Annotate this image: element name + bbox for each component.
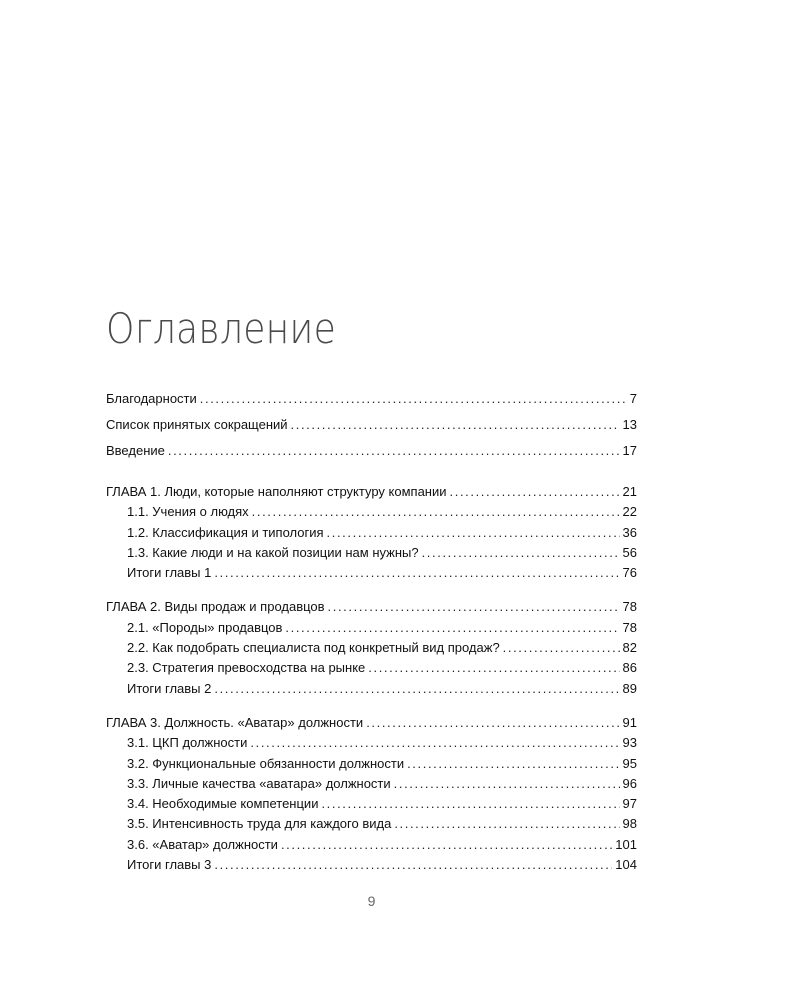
toc-entry[interactable] [106,794,637,814]
toc-entry[interactable] [106,563,637,583]
toc-entry-label: 1.3. Какие люди и на какой позиции нам нужны? [127,544,419,560]
dot-leader [214,855,612,875]
toc-entry-label: 2.2. Как подобрать специалиста под конкретный вид продаж? [127,640,500,656]
dot-leader [321,794,619,814]
toc-entry-page: 36 [622,524,637,540]
dot-leader [394,814,619,834]
toc-entry[interactable] [106,679,637,699]
toc-entry-label: 1.2. Классификация и типология [127,524,324,540]
dot-leader [252,502,620,522]
toc-chapter-2 [106,597,637,698]
dot-leader [285,618,619,638]
dot-leader [200,386,627,412]
toc-entry-label: Введение [106,443,165,458]
toc-chapter-page: 78 [622,599,637,615]
toc-entry[interactable] [106,814,637,834]
toc-entry-label: Благодарности [106,391,197,406]
toc-entry-page: 22 [622,504,637,520]
toc-entry[interactable] [106,754,637,774]
toc-entry-label: 3.4. Необходимые компетенции [127,796,319,812]
toc-entry-page: 7 [629,391,637,406]
toc-entry-page: 104 [615,857,637,873]
dot-leader [450,482,620,502]
toc-chapter-entry[interactable] [106,482,637,502]
toc-entry-page: 17 [622,443,637,458]
toc-entry[interactable] [106,774,637,794]
toc-entry-page: 13 [622,417,637,432]
toc-entry-label: 3.6. «Аватар» должности [127,836,278,852]
toc-entry[interactable] [106,733,637,753]
toc-chapter-label: ГЛАВА 2. Виды продаж и продавцов [106,599,325,615]
dot-leader [250,733,619,753]
dot-leader [291,412,620,438]
toc-entry-page: 101 [615,836,637,852]
dot-leader [394,774,620,794]
toc-entry-page: 82 [622,640,637,656]
dot-leader [503,638,620,658]
toc-chapter-label: ГЛАВА 3. Должность. «Аватар» должности [106,714,364,730]
toc-front-matter [106,386,637,464]
dot-leader [168,438,620,464]
toc-entry[interactable] [106,386,637,412]
toc-chapter-entry[interactable] [106,597,637,617]
toc-chapter-label: ГЛАВА 1. Люди, которые наполняют структуру компании [106,484,447,499]
toc-chapter-1 [106,482,637,583]
toc-chapter-page: 91 [622,714,637,730]
toc-entry[interactable] [106,543,637,563]
dot-leader [327,523,620,543]
toc-entry-label: 1.1. Учения о людях [127,504,249,520]
toc-entry-page: 93 [622,735,637,751]
toc-chapter-entry[interactable] [106,713,637,733]
toc-entry[interactable] [106,438,637,464]
toc-chapter-3 [106,713,637,875]
dot-leader [422,543,620,563]
toc-entry-page: 97 [622,796,637,812]
toc-entry-label: 3.1. ЦКП должности [127,735,248,751]
toc-entry-label: 2.3. Стратегия превосходства на рынке [127,660,366,676]
dot-leader [366,713,619,733]
dot-leader [281,835,612,855]
toc-entry[interactable] [106,835,637,855]
toc-entry-label: Итоги главы 1 [127,565,212,581]
dot-leader [407,754,619,774]
toc-entry-label: Итоги главы 3 [127,857,212,873]
toc-entry[interactable] [106,618,637,638]
toc-entry-label: 3.5. Интенсивность труда для каждого вида [127,816,392,832]
toc-entry-page: 76 [622,565,637,581]
toc-entry-page: 86 [622,660,637,676]
toc-entry-page: 96 [622,775,637,791]
dot-leader [214,679,619,699]
page-title: Оглавление [106,304,337,353]
toc-entry-label: 3.3. Личные качества «аватара» должности [127,775,391,791]
toc-entry[interactable] [106,855,637,875]
toc-entry-label: 2.1. «Породы» продавцов [127,619,283,635]
toc-entry-label: Список принятых сокращений [106,417,288,432]
toc-entry[interactable] [106,658,637,678]
toc-entry[interactable] [106,523,637,543]
toc-entry[interactable] [106,502,637,522]
toc-entry-page: 56 [622,544,637,560]
toc-entry[interactable] [106,412,637,438]
page-number: 9 [367,893,376,909]
dot-leader [328,597,620,617]
table-of-contents [106,386,637,883]
toc-entry-label: 3.2. Функциональные обязанности должности [127,755,405,771]
dot-leader [368,658,619,678]
toc-entry-page: 78 [622,619,637,635]
toc-entry-label: Итоги главы 2 [127,680,212,696]
toc-chapter-page: 21 [622,484,637,499]
toc-entry-page: 95 [622,755,637,771]
toc-entry-page: 89 [622,680,637,696]
toc-entry-page: 98 [622,816,637,832]
toc-entry[interactable] [106,638,637,658]
dot-leader [214,563,619,583]
